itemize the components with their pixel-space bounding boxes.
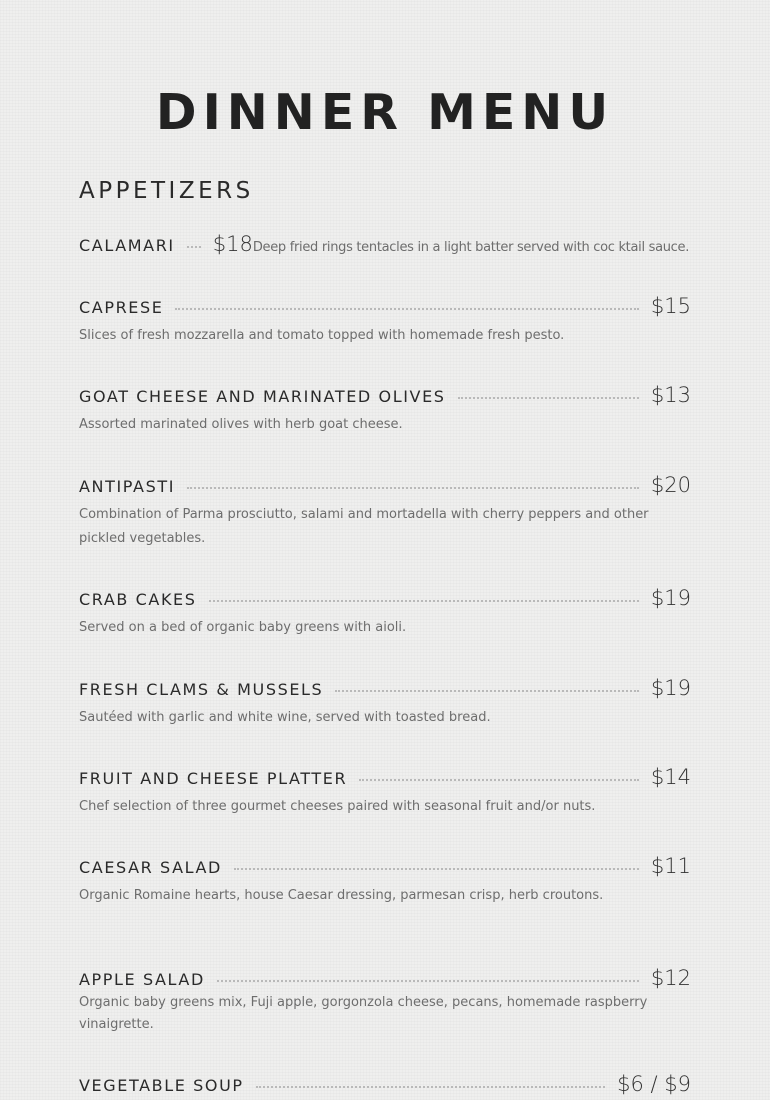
item-description: Organic Romaine hearts, house Caesar dressing, parmesan crisp, herb croutons.: [79, 888, 604, 903]
item-price: $15: [650, 294, 691, 318]
menu-item-fruit-cheese-platter: [79, 765, 691, 819]
item-name: ANTIPASTI: [79, 477, 176, 496]
item-description: Combination of Parma prosciutto, salami and mortadella with cherry peppers and other pickled vegetables.: [79, 507, 649, 546]
item-price: $14: [650, 765, 691, 789]
dotted-leader: [209, 600, 639, 602]
item-price: $6 / $9: [617, 1072, 691, 1096]
item-price: $20: [650, 473, 691, 497]
dotted-leader: [256, 1086, 605, 1088]
menu-item-crab-cakes: [79, 586, 691, 640]
item-name: GOAT CHEESE AND MARINATED OLIVES: [79, 387, 446, 406]
item-name: VEGETABLE SOUP: [79, 1076, 244, 1095]
item-name: FRESH CLAMS & MUSSELS: [79, 680, 324, 699]
item-name: CRAB CAKES: [79, 590, 197, 609]
item-description: Slices of fresh mozzarella and tomato topped with homemade fresh pesto.: [79, 328, 565, 343]
item-price: $11: [650, 854, 691, 878]
item-description: Sautéed with garlic and white wine, served with toasted bread.: [79, 710, 491, 725]
item-price: $12: [650, 966, 691, 990]
menu-item-apple-salad: [79, 966, 691, 1036]
item-name: FRUIT AND CHEESE PLATTER: [79, 769, 348, 788]
dotted-leader: [175, 308, 638, 310]
item-price: $13: [650, 383, 691, 407]
menu-item-calamari: [79, 232, 691, 256]
item-price: $18: [212, 232, 253, 256]
dotted-leader: [335, 690, 639, 692]
item-name: APPLE SALAD: [79, 970, 205, 989]
dotted-leader: [359, 779, 639, 781]
item-name: CALAMARI: [79, 236, 175, 255]
menu-item-clams-mussels: [79, 676, 691, 730]
item-description: Assorted marinated olives with herb goat cheese.: [79, 417, 403, 432]
item-price: $19: [650, 676, 691, 700]
menu-title: DINNER MENU: [155, 84, 615, 141]
item-name: CAESAR SALAD: [79, 858, 222, 877]
menu-item-goat-cheese: [79, 383, 691, 437]
dotted-leader: [187, 487, 639, 489]
menu-item-vegetable-soup: [79, 1072, 691, 1096]
item-description: Organic baby greens mix, Fuji apple, gorgonzola cheese, pecans, homemade raspberry vinaigrette.: [79, 995, 648, 1032]
item-description: Deep fried rings tentacles in a light batter served with coc ktail sauce.: [252, 240, 690, 255]
item-name: CAPRESE: [79, 298, 164, 317]
menu-item-caesar-salad: [79, 854, 691, 908]
section-title: APPETIZERS: [79, 178, 254, 204]
dotted-leader: [187, 246, 201, 248]
item-price: $19: [650, 586, 691, 610]
menu-item-caprese: [79, 294, 691, 348]
dotted-leader: [458, 397, 639, 399]
item-description: Served on a bed of organic baby greens with aioli.: [79, 620, 407, 635]
item-description: Chef selection of three gourmet cheeses paired with seasonal fruit and/or nuts.: [79, 799, 596, 814]
dotted-leader: [234, 868, 639, 870]
dotted-leader: [217, 980, 639, 982]
menu-item-antipasti: [79, 473, 691, 551]
